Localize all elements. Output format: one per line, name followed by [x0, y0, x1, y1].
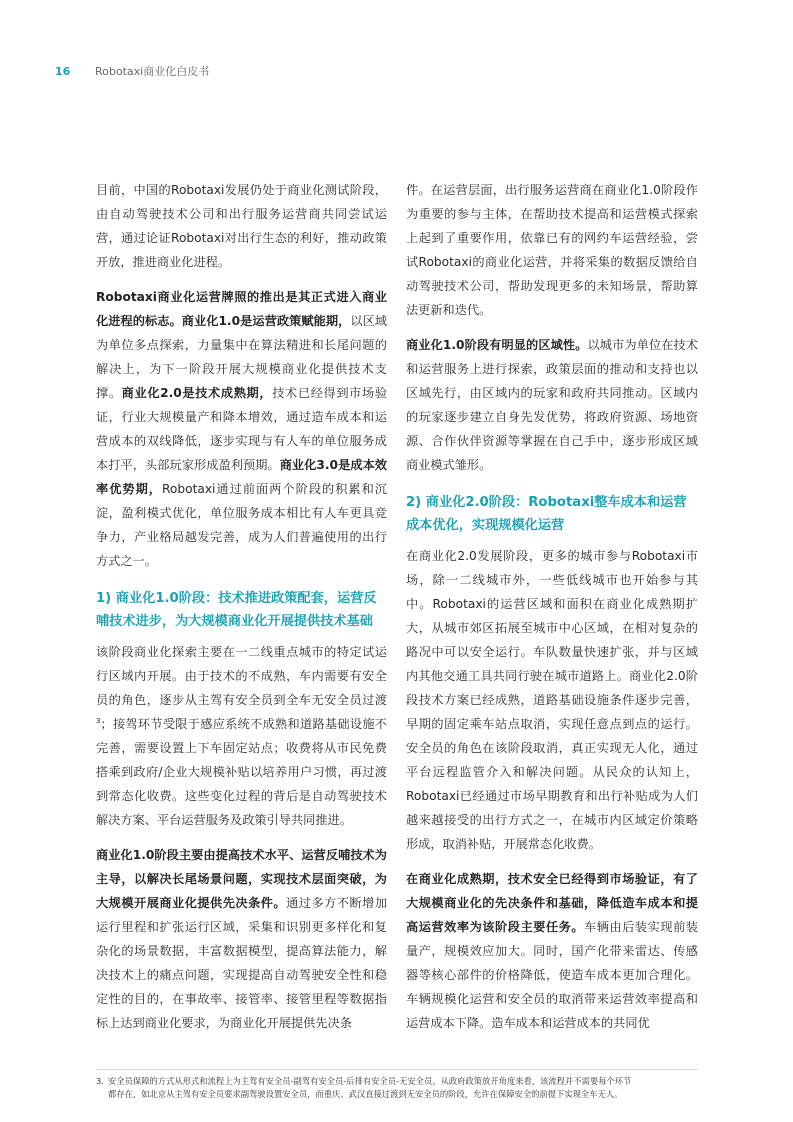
bold-text: 商业化3.0是成本效率优势期， — [96, 458, 387, 496]
paragraph-stage-2-development: 在商业化2.0发展阶段，更多的城市参与Robotaxi市场，除一二线城市外，一些低线城市也开始参与其中。Robotaxi的运营区域和面积在商业化成熟期扩大，从城市郊区拓展至城市中心区域，在相对复杂的路况中可以安全运行。车队数量快速扩张，并与区域内其他交通工具共同行驶在城市道路上。商业化2.0阶段技术方案已经成熟，道路基础设施条件逐步完善，早期的固定乘车站点取消，实现任意点到点的运行。安全员的角色在该阶段取消，真正实现无人化，通过平台远程监管介入和解决问题。从民众的认知上，Robotaxi已经通过市场早期教育和出行补贴成为人们越来越接受的出行方式之一，在城市内区域定价策略形成，取消补贴，开展常态化收费。 — [406, 549, 698, 851]
paragraph-intro: 目前，中国的Robotaxi发展仍处于商业化测试阶段，由自动驾驶技术公司和出行服务运营商共同尝试运营，通过论证Robotaxi对出行生态的利好，推动政策开放，推进商业化进程。 — [96, 183, 387, 269]
bold-text: 在商业化成熟期，技术安全已经得到市场验证，有了大规模商业化的先决条件和基础，降低造车成本和提高运营效率为该阶段主要任务。 — [406, 872, 698, 934]
bold-text: 商业化2.0是技术成熟期， — [121, 386, 273, 400]
body-text: 以区域为单位多点探索，力量集中在算法精进和长尾问题的解决上，为下一阶段开展大规模商业化提供技术支撑。 — [96, 314, 388, 400]
footnote-text-line1: 安全员保障的方式从形式和流程上为主驾有安全员-副驾有安全员-后排有安全员-无安全员。从政府政策放开角度来看，该流程并不需要每个环节 — [108, 1076, 632, 1086]
section-heading-stage-2: 2) 商业化2.0阶段：Robotaxi整车成本和运营成本优化，实现规模化运营 — [406, 495, 687, 533]
paragraph-stage-1-technology — [96, 843, 387, 1035]
right-column — [406, 178, 698, 1046]
footnote-number: 3. — [96, 1076, 104, 1086]
footnote — [96, 1075, 706, 1101]
page-number: 16 — [55, 64, 71, 78]
left-column — [96, 178, 387, 1046]
bold-text: 商业化1.0阶段主要由提高技术水平、运营反哺技术为主导，以解决长尾场景问题，实现技术层面突破，为大规模开展商业化提供先决条件。 — [96, 848, 387, 910]
body-text: 以城市为单位在技术和运营服务上进行探索，政策层面的推动和支持也以区域先行，由区域内的玩家和政府共同推动。区域内的玩家逐步建立自身先发优势，将政府资源、场地资源、合作伙伴资源等掌握在自己手中，逐步形成区域商业模式雏形。 — [406, 338, 699, 472]
paragraph-stage-1-exploration — [96, 640, 387, 832]
body-text: ；接驾环节受限于感应系统不成熟和道路基础设施不完善，需要设置上下车固定站点；收费将从市民免费搭乘到政府/企业大规模补贴以培养用户习惯，再过渡到常态化收费。这些变化过程的背后是自动驾驶技术解决方案、平台运营服务及政策引导共同推进。 — [96, 717, 387, 827]
paragraph-regional — [406, 333, 698, 477]
section-heading-stage-1: 1) 商业化1.0阶段：技术推进政策配套，运营反哺技术进步，为大规模商业化开展提供技术基础 — [96, 591, 377, 629]
paragraph-stages-overview — [96, 285, 387, 573]
footnote-text-line2: 都存在，如北京从主驾有安全员要求副驾驶设置安全员，而重庆、武汉直接过渡到无安全员的阶段，允许在保障安全的前提下实现全车无人。 — [108, 1089, 623, 1099]
body-text: 该阶段商业化探索主要在一二线重点城市的特定试运行区域内开展。由于技术的不成熟，车内需要有安全员的角色，逐步从主驾有安全员到全车无安全员过渡 — [96, 645, 387, 707]
footnote-ref: 3 — [96, 716, 101, 725]
bold-text: 商业化1.0阶段有明显的区域性。 — [406, 338, 588, 352]
body-text: 通过多方不断增加运行里程和扩张运行区域，采集和识别更多样化和复杂化的场景数据，丰富数据模型，提高算法能力，解决技术上的痛点问题，实现提高自动驾驶安全性和稳定性的目的，在事故率、接管率、接管里程等数据指标上达到商业化要求，为商业化开展提供先决条 — [96, 896, 388, 1030]
paragraph-stage-2-maturity — [406, 867, 698, 1035]
body-text: 技术已经得到市场验证，行业大规模量产和降本增效，通过造车成本和运营成本的双线降低，逐步实现与有人车的单位服务成本打平，头部玩家形成盈利预期。 — [96, 386, 388, 472]
body-text: Robotaxi通过前面两个阶段的积累和沉淀，盈利模式优化，单位服务成本相比有人车更具竞争力，产业格局越发完善，成为人们普遍使用的出行方式之一。 — [96, 482, 387, 568]
paragraph-operations: 件。在运营层面，出行服务运营商在商业化1.0阶段作为重要的参与主体，在帮助技术提高和运营模式探索上起到了重要作用，依靠已有的网约车运营经验，尝试Robotaxi的商业化运营，并将采集的数据反馈给自动驾驶技术公司，帮助发现更多的未知场景，帮助算法更新和迭代。 — [406, 183, 698, 317]
body-text: 车辆由后装实现前装量产，规模效应加大。同时，国产化带来雷达、传感器等核心部件的价格降低，使造车成本更加合理化。车辆规模化运营和安全员的取消带来运营效率提高和运营成本下降。造车成本和运营成本的共同优 — [406, 920, 698, 1030]
document-title: Robotaxi商业化白皮书 — [95, 65, 210, 78]
page-header — [55, 63, 209, 79]
bold-text: Robotaxi商业化运营牌照的推出是其正式进入商业化进程的标志。商业化1.0是运营政策赋能期， — [96, 290, 387, 328]
footnote-divider — [96, 1069, 698, 1070]
